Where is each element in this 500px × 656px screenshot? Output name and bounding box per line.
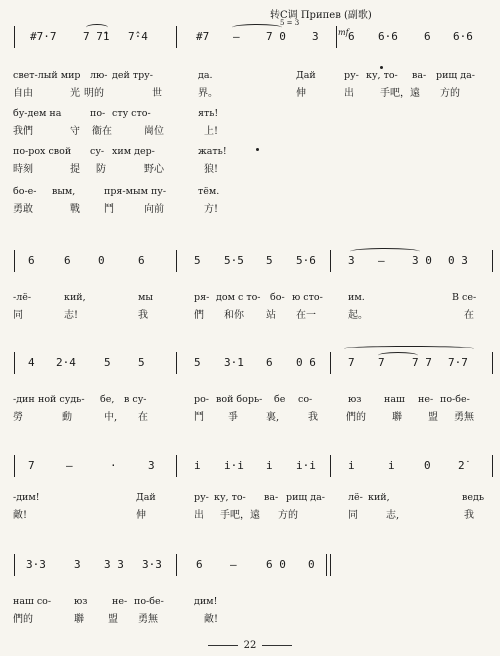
note: 6 bbox=[424, 30, 431, 43]
note: 6 bbox=[348, 30, 355, 43]
lyrics-zh-4: 勇敢 戰 鬥 向前 方! bbox=[13, 204, 219, 215]
lyrics-zh-8: 們的 聯 盟 勇無 敵! bbox=[13, 614, 219, 625]
notation-row-3: 4 2·4 5 5 5 3·1 6 0 6 7 7 7 7 7·7 bbox=[8, 352, 494, 374]
notation-row-4: 7 — · 3 i i·i i i·i i i 0 2̇ bbox=[8, 455, 494, 477]
lyrics-zh-2: 我們 守 衞在 崗位 上! bbox=[13, 126, 219, 137]
key-label: 转C调 Припев (副歌) bbox=[270, 10, 372, 21]
note: 7̂·4 bbox=[128, 30, 148, 43]
note: 6·6 bbox=[378, 30, 398, 43]
lyrics-ru-5: -лё- кий, мы ря- дом с то- бо- ю сто- им. В се- bbox=[13, 292, 477, 303]
lyrics-zh-6: 勞 動 中, 在 鬥 爭 裏, 我 們的 聯 盟 勇無 bbox=[13, 412, 474, 423]
page-footer bbox=[0, 640, 500, 651]
note: 3 bbox=[312, 30, 319, 43]
lyrics-zh-3: 時刻 提 防 野心 狼! bbox=[13, 164, 219, 175]
lyrics-ru-3: по-рох свой су- хим дер- жать! bbox=[13, 146, 227, 157]
note: #7·7 bbox=[30, 30, 57, 43]
note: #7 bbox=[196, 30, 210, 43]
lyrics-ru-7: -дим! Дай ру- ку, то- ва- рищ да- лё- кий, ведь bbox=[13, 492, 484, 503]
dynamic-mark: mf bbox=[338, 28, 349, 37]
note: — bbox=[233, 30, 240, 43]
lyrics-ru-4: бо-е- вым, пря-мым пу- тём. bbox=[13, 186, 220, 197]
lyrics-ru-6: -дин ной судь- бе, в су- ро- вой борь- бе со- юз наш не- по-бе- bbox=[13, 394, 470, 405]
note: 6·6 bbox=[453, 30, 473, 43]
note: 7 7̂1 bbox=[83, 30, 110, 43]
lyrics-ru-1: свет-лый мир лю- дей тру- да. Дай ру- ку, то- ва- рищ да- bbox=[13, 70, 475, 81]
note: 7 0 bbox=[266, 30, 286, 43]
lyrics-zh-5: 同 志! 我 們 和你 站 在一 起。 在 bbox=[13, 310, 474, 321]
page-number: 22 bbox=[243, 640, 257, 651]
notation-row-2: 6 6 0 6 5 5·5 5 5·6 3 — 3 0 0 3 bbox=[8, 250, 494, 272]
modulation-label: 5 = 3 bbox=[280, 19, 300, 27]
lyrics-zh-1: 自由 光 明的 世 界。 伸 出 手吧，遠 方的 bbox=[13, 88, 460, 99]
lyrics-ru-2: бу-дем на по- сту сто- ять! bbox=[13, 108, 219, 119]
key-header bbox=[270, 6, 372, 27]
notation-row-5: 3·3 3 3 3 3·3 6 — 6 0 0 bbox=[8, 554, 494, 576]
lyrics-ru-8: наш со- юз не- по-бе- дим! bbox=[13, 596, 218, 607]
lyrics-zh-7: 敵! 伸 出 手吧，遠 方的 同 志, 我 bbox=[13, 510, 474, 521]
